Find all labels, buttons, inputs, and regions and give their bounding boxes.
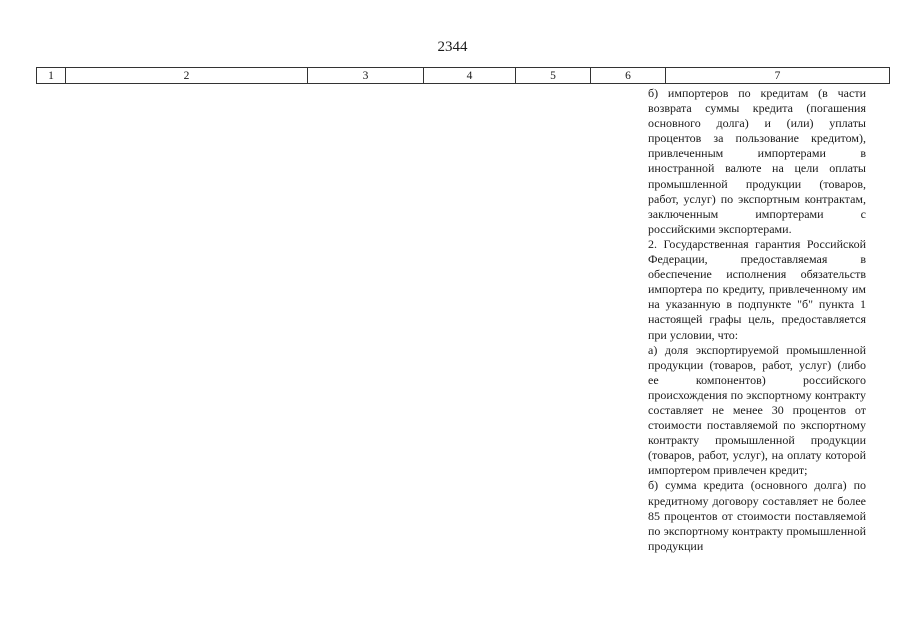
column-header-5: 5 (516, 68, 591, 84)
column-header-3: 3 (308, 68, 424, 84)
column-header-2: 2 (66, 68, 308, 84)
page-number: 2344 (437, 39, 468, 55)
table-header-row (37, 68, 890, 84)
column-header-4: 4 (424, 68, 516, 84)
column-header-1: 1 (37, 68, 66, 84)
paragraph-state-guarantee: 2. Государственная гарантия Российской Федерации, предоставляемая в обеспечение исполнения обязательств импортера по кредиту, привлеченному им на указанную в подпункте "б" пункта 1 настоящей графы цель, предоставляется при условии, что: (648, 236, 866, 342)
paragraph-condition-b: б) сумма кредита (основного долга) по кредитному договору составляет не более 85 процентов от стоимости поставляемой по экспортному контракту промышленной продукции (648, 478, 866, 553)
column-header-6: 6 (591, 68, 666, 84)
paragraph-condition-a: а) доля экспортируемой промышленной продукции (товаров, работ, услуг) (либо ее компонентов) российского происхождения по экспортному контракту составляет не менее 30 процентов от стоимости поставляемой по экспортному контракту промышленной продукции (товаров, работ, услуг), на оплату которой импортером привлечен кредит; (648, 342, 866, 478)
paragraph-importers-credits: б) импортеров по кредитам (в части возврата суммы кредита (погашения основного долга) и (или) уплаты процентов за пользование кредитом), привлеченным импортерами в иностранной валюте на цели оплаты промышленной продукции (товаров, работ, услуг) по экспортным контрактам, заключенным импортерами с российскими экспортерами. (648, 86, 866, 236)
column-7-content (648, 86, 866, 554)
column-header-7: 7 (666, 68, 890, 84)
table-header (36, 67, 890, 84)
